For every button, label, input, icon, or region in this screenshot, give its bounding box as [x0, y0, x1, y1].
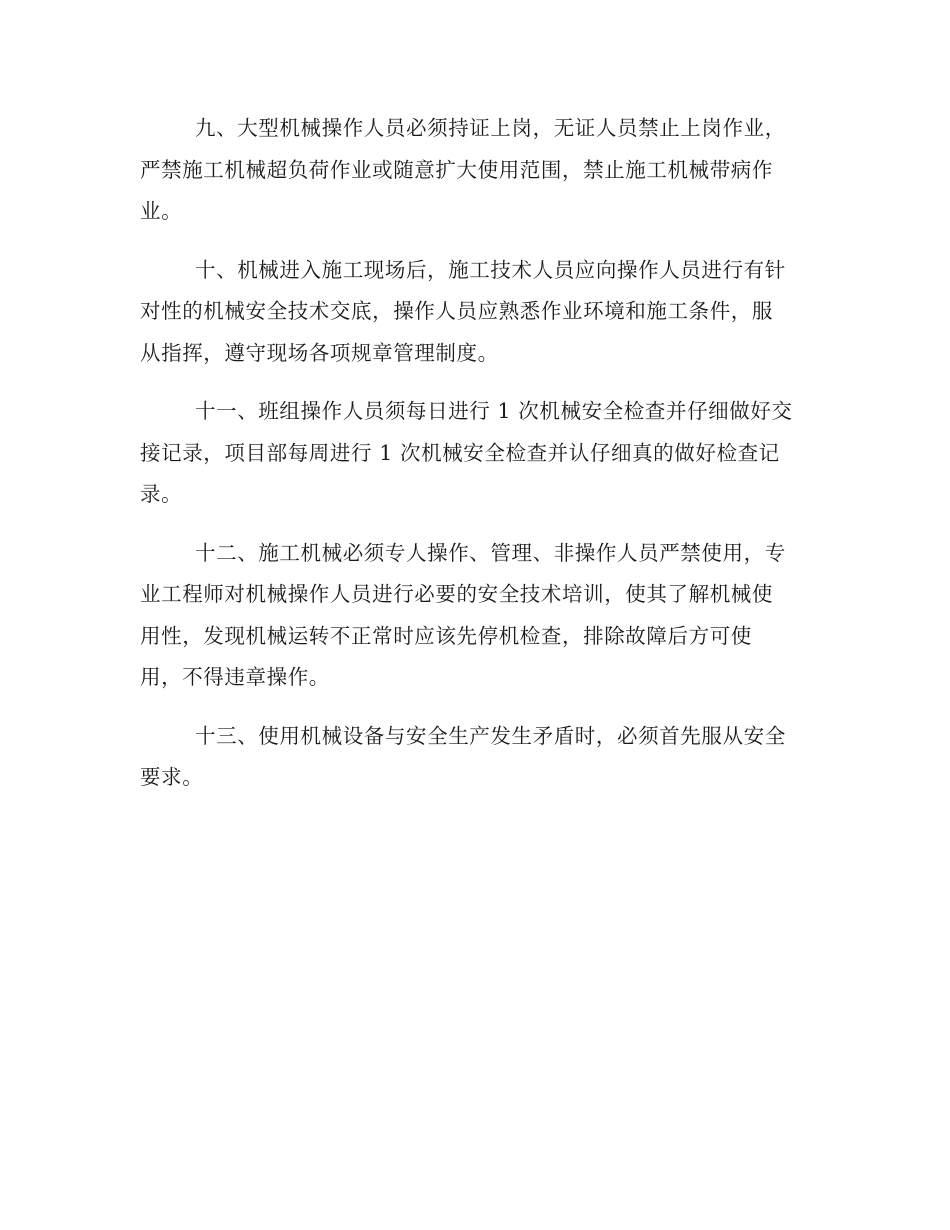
paragraph-line: 用，不得违章操作。	[140, 665, 330, 689]
document-body	[140, 108, 808, 816]
paragraph-line: 十、机械进入施工现场后，施工技术人员应向操作人员进行有针	[195, 257, 786, 282]
paragraph-line: 从指挥，遵守现场各项规章管理制度。	[140, 340, 499, 365]
paragraph-11	[140, 391, 808, 516]
paragraph-10	[140, 250, 808, 375]
paragraph-line: 接记录，项目部每周进行 1 次机械安全检查并认仔细真的做好检查记	[140, 440, 780, 465]
paragraph-9	[140, 108, 808, 233]
paragraph-13	[140, 716, 808, 799]
paragraph-line: 录。	[140, 482, 183, 506]
paragraph-line: 十三、使用机械设备与安全生产发生矛盾时，必须首先服从安全	[195, 723, 786, 748]
paragraph-line: 严禁施工机械超负荷作业或随意扩大使用范围，禁止施工机械带病作	[140, 157, 773, 182]
paragraph-12	[140, 533, 808, 699]
paragraph-line: 十一、班组操作人员须每日进行 1 次机械安全检查并仔细做好交	[195, 399, 793, 423]
paragraph-line: 业工程师对机械操作人员进行必要的安全技术培训，使其了解机械使	[140, 582, 773, 606]
paragraph-line: 十二、施工机械必须专人操作、管理、非操作人员严禁使用，专	[195, 540, 786, 565]
paragraph-line: 对性的机械安全技术交底，操作人员应熟悉作业环境和施工条件，服	[140, 299, 773, 323]
paragraph-line: 九、大型机械操作人员必须持证上岗，无证人员禁止上岗作业，	[195, 116, 786, 140]
paragraph-line: 要求。	[140, 765, 204, 789]
paragraph-line: 用性，发现机械运转不正常时应该先停机检查，排除故障后方可使	[140, 623, 752, 648]
paragraph-line: 业。	[140, 199, 183, 223]
